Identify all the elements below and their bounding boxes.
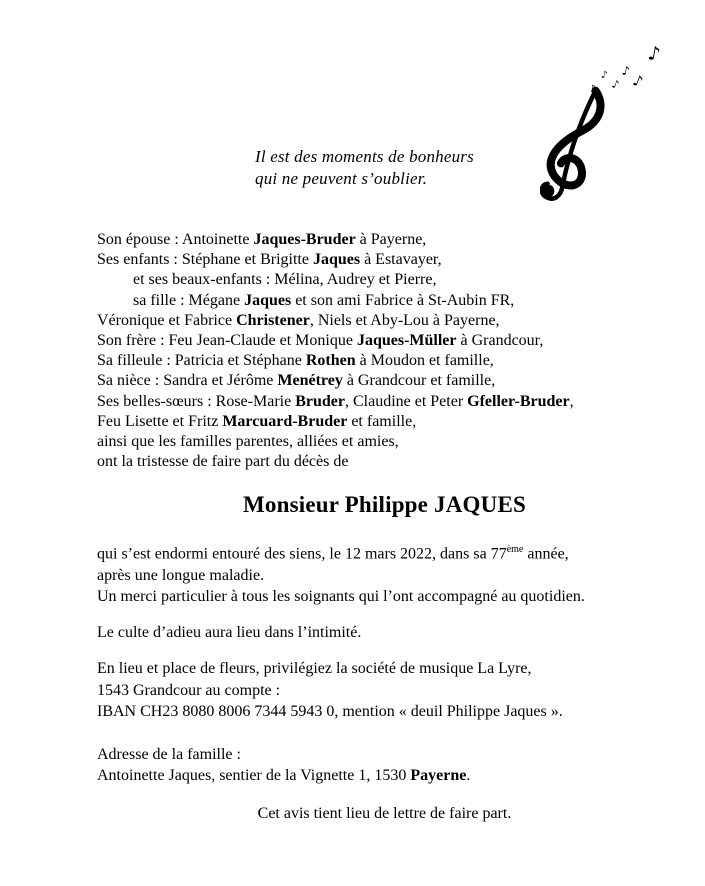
death-paragraph <box>97 539 672 608</box>
family-address-paragraph <box>97 744 672 786</box>
text-line: et ses beaux-enfants : Mélina, Audrey et Pierre, <box>133 271 437 289</box>
text-line: qui s’est endormi entouré des siens, le 12 mars 2022, dans sa 77ème année, <box>97 544 569 563</box>
treble-clef-graphic <box>540 38 690 218</box>
text-line: après une longue maladie. <box>97 566 265 584</box>
family-list <box>97 230 672 472</box>
text-line: Adresse de la famille : <box>97 746 241 763</box>
text-line: 1543 Grandcour au compte : <box>97 681 281 699</box>
text-line: Véronique et Fabrice Christener, Niels et Aby-Lou à Payerne, <box>97 311 500 329</box>
music-note-icon: ♪ <box>600 69 609 82</box>
text-line: Ses belles-sœurs : Rose-Marie Bruder, Claudine et Peter Gfeller-Bruder, <box>97 392 574 410</box>
donation-paragraph <box>97 658 672 723</box>
closing-note: Cet avis tient lieu de lettre de faire part. <box>257 805 512 822</box>
text-line: Feu Lisette et Fritz Marcuard-Bruder et famille, <box>97 412 417 430</box>
music-note-icon: ♪ <box>646 42 663 66</box>
music-note-icon: ♪ <box>630 70 646 92</box>
text-line: sa fille : Mégane Jaques et son ami Fabrice à St-Aubin FR, <box>133 291 515 309</box>
text-line: IBAN CH23 8080 8006 7344 5943 0, mention « deuil Philippe Jaques ». <box>97 703 563 720</box>
text-line: Son épouse : Antoinette Jaques-Bruder à Payerne, <box>97 231 427 248</box>
epigraph <box>255 146 474 190</box>
music-note-icon: ♪ <box>621 63 631 79</box>
text-line: Antoinette Jaques, sentier de la Vignette 1, 1530 Payerne. <box>97 767 471 784</box>
text-line: Ses enfants : Stéphane et Brigitte Jaques à Estavayer, <box>97 251 442 269</box>
music-note-icon: ♪ <box>589 83 598 96</box>
text-line: Sa filleule : Patricia et Stéphane Rothen à Moudon et famille, <box>97 352 494 370</box>
ceremony-paragraph <box>97 622 672 644</box>
deceased-name-title: Monsieur Philippe JAQUES <box>243 492 526 517</box>
epigraph-line: Il est des moments de bonheurs <box>255 147 474 166</box>
epigraph-line: qui ne peuvent s’oublier. <box>255 169 428 188</box>
text-line: ont la tristesse de faire part du décès de <box>97 453 349 471</box>
text-line: ainsi que les familles parentes, alliées et amies, <box>97 433 399 451</box>
music-note-icon: ♪ <box>610 77 621 92</box>
text-line: Le culte d’adieu aura lieu dans l’intimité. <box>97 624 362 641</box>
text-line: Sa nièce : Sandra et Jérôme Menétrey à Grandcour et famille, <box>97 372 496 390</box>
text-line: Un merci particulier à tous les soignants qui l’ont accompagné au quotidien. <box>97 588 585 606</box>
treble-clef-icon <box>540 84 608 212</box>
text-line: Son frère : Feu Jean-Claude et Monique Jaques-Müller à Grandcour, <box>97 332 544 350</box>
text-line: En lieu et place de fleurs, privilégiez la société de musique La Lyre, <box>97 660 532 677</box>
